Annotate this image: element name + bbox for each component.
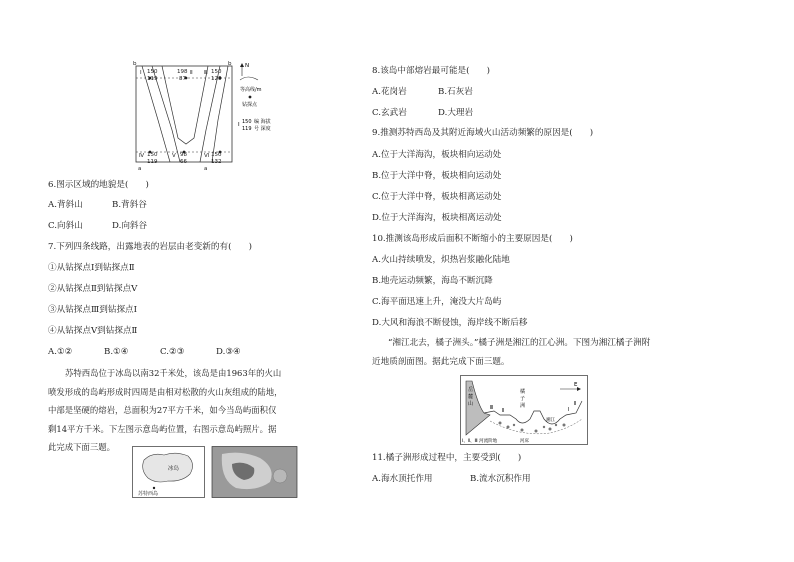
legend-contour: 等高线/m bbox=[240, 87, 262, 93]
drill-3-bot: 120 bbox=[211, 76, 222, 82]
label-a-left: a bbox=[138, 166, 142, 172]
q10-stem: 10.推测该岛形成后面积不断缩小的主要原因是( ) bbox=[372, 234, 573, 244]
legend-key-desc-1: 编 海拔 bbox=[254, 119, 271, 125]
q7-option-b[interactable]: B.①④ bbox=[104, 347, 129, 357]
label-b-left: b bbox=[133, 61, 137, 67]
mountain-label-1: 岳 bbox=[468, 387, 474, 393]
q8-stem: 8.该岛中部熔岩最可能是( ) bbox=[372, 66, 491, 76]
q10-option-d[interactable]: D.大风和海浪不断侵蚀，海岸线不断后移 bbox=[372, 318, 528, 328]
legend-key-roman: Ⅰ bbox=[238, 122, 240, 128]
q6-option-c[interactable]: C.向斜山 bbox=[48, 221, 83, 231]
drill-5-top: 98 bbox=[180, 152, 187, 158]
q8-option-a[interactable]: A.花岗岩 bbox=[372, 87, 407, 97]
mountain-label-2: 麓 bbox=[468, 394, 474, 400]
drill-6-top: 150 bbox=[211, 152, 222, 158]
q9-stem: 9.推测苏特西岛及其附近海域火山活动频繁的原因是( ) bbox=[372, 128, 594, 138]
q10-option-a[interactable]: A.火山持续喷发，炽热岩浆融化陆地 bbox=[372, 255, 510, 265]
iceland-figure-svg bbox=[132, 446, 298, 498]
label-b-right: b bbox=[228, 61, 232, 67]
drill-4-top: 150 bbox=[147, 152, 158, 158]
q7-option-a[interactable]: A.①② bbox=[48, 347, 73, 357]
q7-stem: 7.下列四条线路，出露地表的岩层由老变新的有( ) bbox=[48, 242, 252, 252]
drill-1-top: 150 bbox=[147, 69, 158, 75]
drill-2-bot: 87 bbox=[179, 76, 186, 82]
contour-diagram-svg bbox=[128, 60, 288, 172]
terrace-roman-2: Ⅱ bbox=[502, 408, 505, 414]
q11-option-b[interactable]: B.流水沉积作用 bbox=[470, 474, 531, 484]
q11-option-a[interactable]: A.海水顶托作用 bbox=[372, 474, 433, 484]
q9-option-d[interactable]: D.位于大洋海沟，板块相离运动处 bbox=[372, 213, 502, 223]
drill-5-id: Ⅴ bbox=[172, 153, 176, 159]
svg-text:N: N bbox=[245, 63, 250, 69]
q11-stem: 11.橘子洲形成过程中，主要受到( ) bbox=[372, 453, 522, 463]
q9-option-c[interactable]: C.位于大洋中脊，板块相离运动处 bbox=[372, 192, 502, 202]
q7-item-1: ①从钻探点Ⅰ到钻探点Ⅱ bbox=[48, 263, 135, 273]
q8-option-d[interactable]: D.大理岩 bbox=[438, 108, 474, 118]
q7-option-d[interactable]: D.③④ bbox=[216, 347, 241, 357]
north-arrow-icon bbox=[240, 63, 249, 76]
terrace-roman-3: Ⅰ bbox=[568, 407, 570, 413]
q10-option-c[interactable]: C.海平面迅速上升，淹没大片岛屿 bbox=[372, 297, 502, 307]
drill-3-id: Ⅲ bbox=[204, 70, 208, 76]
iceland-label: 冰岛 bbox=[168, 466, 180, 472]
river-label: 湘江 bbox=[546, 418, 555, 423]
geology-contour-figure bbox=[128, 60, 288, 172]
q9-option-b[interactable]: B.位于大洋中脊，板块相向运动处 bbox=[372, 171, 502, 181]
q6-option-d[interactable]: D.向斜谷 bbox=[112, 221, 148, 231]
orange-islet-passage-line2: 近地质剖面图。据此完成下面三题。 bbox=[372, 357, 510, 367]
drill-4-bot: 119 bbox=[147, 159, 158, 165]
label-a-right: a bbox=[204, 166, 208, 172]
q6-option-b[interactable]: B.背斜谷 bbox=[112, 200, 147, 210]
legend-key-num-top: 150 bbox=[242, 119, 252, 125]
legend-drill: 钻探点 bbox=[242, 102, 258, 108]
drill-1-bot: 119 bbox=[147, 76, 158, 82]
islet-label-3: 洲 bbox=[520, 403, 526, 409]
iceland-figure bbox=[132, 446, 298, 498]
legend-key-num-bot: 119 bbox=[242, 126, 252, 132]
island-label: 苏特西岛 bbox=[138, 491, 159, 497]
q6-option-a[interactable]: A.背斜山 bbox=[48, 200, 83, 210]
section-legend: Ⅰ、Ⅱ、Ⅲ 河流阶地 bbox=[462, 439, 498, 444]
section-svg bbox=[460, 375, 588, 445]
drill-1-id: Ⅰ bbox=[140, 70, 142, 76]
drill-6-id: Ⅵ bbox=[204, 153, 210, 159]
drill-4-id: Ⅳ bbox=[139, 153, 145, 159]
orange-islet-passage-line1: “湘江北去，橘子洲头。”橘子洲是湘江的江心洲。下图为湘江橘子洲附 bbox=[388, 338, 651, 348]
q10-option-b[interactable]: B.地壳运动频繁，海岛不断沉降 bbox=[372, 276, 493, 286]
drill-5-bot: 66 bbox=[180, 159, 187, 165]
drill-6-bot: 132 bbox=[211, 159, 222, 165]
drill-2-id: Ⅱ bbox=[190, 70, 193, 76]
q9-option-a[interactable]: A.位于大洋海沟，板块相向运动处 bbox=[372, 150, 502, 160]
drill-2-top: 198 bbox=[177, 69, 188, 75]
q7-item-4: ④从钻探点Ⅴ到钻探点Ⅱ bbox=[48, 326, 138, 336]
q7-item-2: ②从钻探点Ⅱ到钻探点Ⅴ bbox=[48, 284, 138, 294]
bed-label: 河床 bbox=[520, 439, 529, 444]
legend-key-desc-2: 号 深度 bbox=[254, 126, 271, 132]
terrace-roman-4: Ⅱ bbox=[574, 401, 577, 407]
mountain-label-3: 山 bbox=[468, 401, 474, 407]
drill-3-top: 150 bbox=[211, 69, 222, 75]
q8-option-c[interactable]: C.玄武岩 bbox=[372, 108, 407, 118]
islet-label-2: 子 bbox=[520, 396, 526, 402]
xiangjiang-section-figure bbox=[460, 375, 588, 445]
sutsey-passage: 苏特西岛位于冰岛以南32千米处，该岛是由1963年的火山喷发形成的岛屿形成时四周是由相对松散的火山灰组成的陆地，中部是坚硬的熔岩，总面积为27平方千米，如今当岛屿面积仅剩14平方千米。下左图示意岛屿位置，右图示意岛屿照片。据此完成下面三题。 bbox=[48, 368, 283, 452]
islet-label-1: 橘 bbox=[520, 389, 526, 395]
q7-item-3: ③从钻探点Ⅲ到钻探点Ⅰ bbox=[48, 305, 138, 315]
q8-option-b[interactable]: B.石灰岩 bbox=[438, 87, 473, 97]
q6-stem: 6.图示区域的地貌是( ) bbox=[48, 180, 149, 190]
svg-text:E: E bbox=[574, 382, 578, 388]
q7-option-c[interactable]: C.②③ bbox=[160, 347, 185, 357]
terrace-roman-1: Ⅲ bbox=[490, 405, 494, 411]
